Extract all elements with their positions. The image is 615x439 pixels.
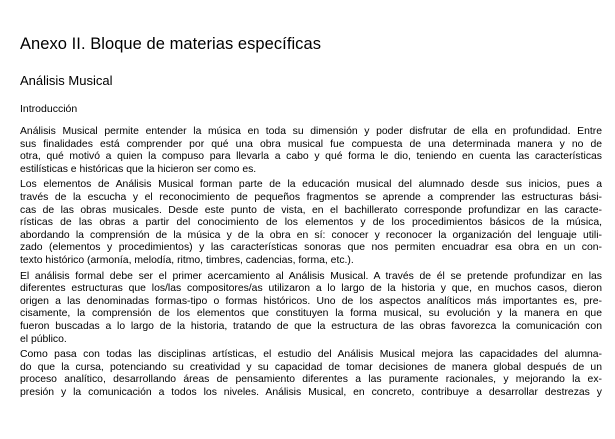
paragraph-3 [20,271,602,347]
text-line: El análisis formal debe ser el primer acercamiento al Análisis Musical. A través de él se pretende profundizar en las [20,270,602,282]
text-line: el público. [20,333,67,345]
text-line: texto histórico (armonía, melodía, ritmo, timbres, cadencias, forma, etc.). [20,254,354,266]
paragraph-4 [20,349,602,399]
text-line: diferentes estructuras que los/las compositores/as utilizaron a lo largo de la historia y que, en muchos casos, dieron [20,283,602,295]
text-line: Análisis Musical permite entender la música en toda su dimensión y poder disfrutar de ella en profundidad. Entre [20,126,602,137]
subsection-title: Introducción [20,103,78,115]
text-line: abordando la comprensión de la música y de la obra en sí: conocer y reconocer la organización del lenguaje utili- [20,229,602,241]
section-title: Análisis Musical [20,73,113,88]
paragraph-2 [20,179,602,267]
text-line: do que la cursa, potenciando su creatividad y su capacidad de tomar decisiones de manera global después de un [20,361,602,373]
text-line: Los elementos de Análisis Musical forman parte de la educación musical del alumnado desde sus inicios, pues a [20,179,602,191]
text-line: Como pasa con todas las disciplinas artísticas, el estudio del Análisis Musical mejora las capacidades del alumna- [20,349,602,361]
text-line: otra, qué motivó a quien la compuso para llevarla a cabo y qué forma le dio, teniendo en cuenta las características [20,151,602,163]
text-line: presión y la comunicación a todos los niveles. Análisis Musical, en concreto, contribuye a desarrollar destrezas y [20,386,602,398]
text-line: fueron buscadas a lo largo de la historia, tratando de que la estructura de las obras favorezca la comunicación con [20,320,602,332]
body-text [20,126,602,402]
text-line: rísticas de las obras a partir del conocimiento de los elementos y de los procedimientos básicos de la música, [20,217,602,229]
annex-title: Anexo II. Bloque de materias específicas [20,35,321,53]
text-line: cas de las obras musicales. Desde este punto de vista, en el bachillerato corresponde profundizar en las caracte- [20,204,602,216]
text-line: través de la escucha y el reconocimiento de pequeños fragmentos se aprende a comprender las estructuras bási- [20,191,602,203]
text-line: cisamente, la comprensión de los elementos que constituyen la forma musical, su evolución y la manera en que [20,308,602,320]
text-line: zado (elementos y procedimientos) y las características sonoras que nos permiten encuadrar esa obra en un con- [20,242,602,254]
paragraph-1 [20,126,602,176]
text-line: origen a las denominadas formas-tipo o formas históricos. Uno de los aspectos analíticos más importantes es, pre- [20,295,602,307]
text-line: proceso analítico, desarrollando áreas de pensamiento diferentes a las puramente racionales, y mejorando la ex- [20,374,602,386]
text-line: estilísticas e históricas que la hicieron ser como es. [20,163,257,175]
text-line: sus finalidades está comprender por qué una obra musical fue compuesta de una determinada manera y no de [20,138,602,150]
